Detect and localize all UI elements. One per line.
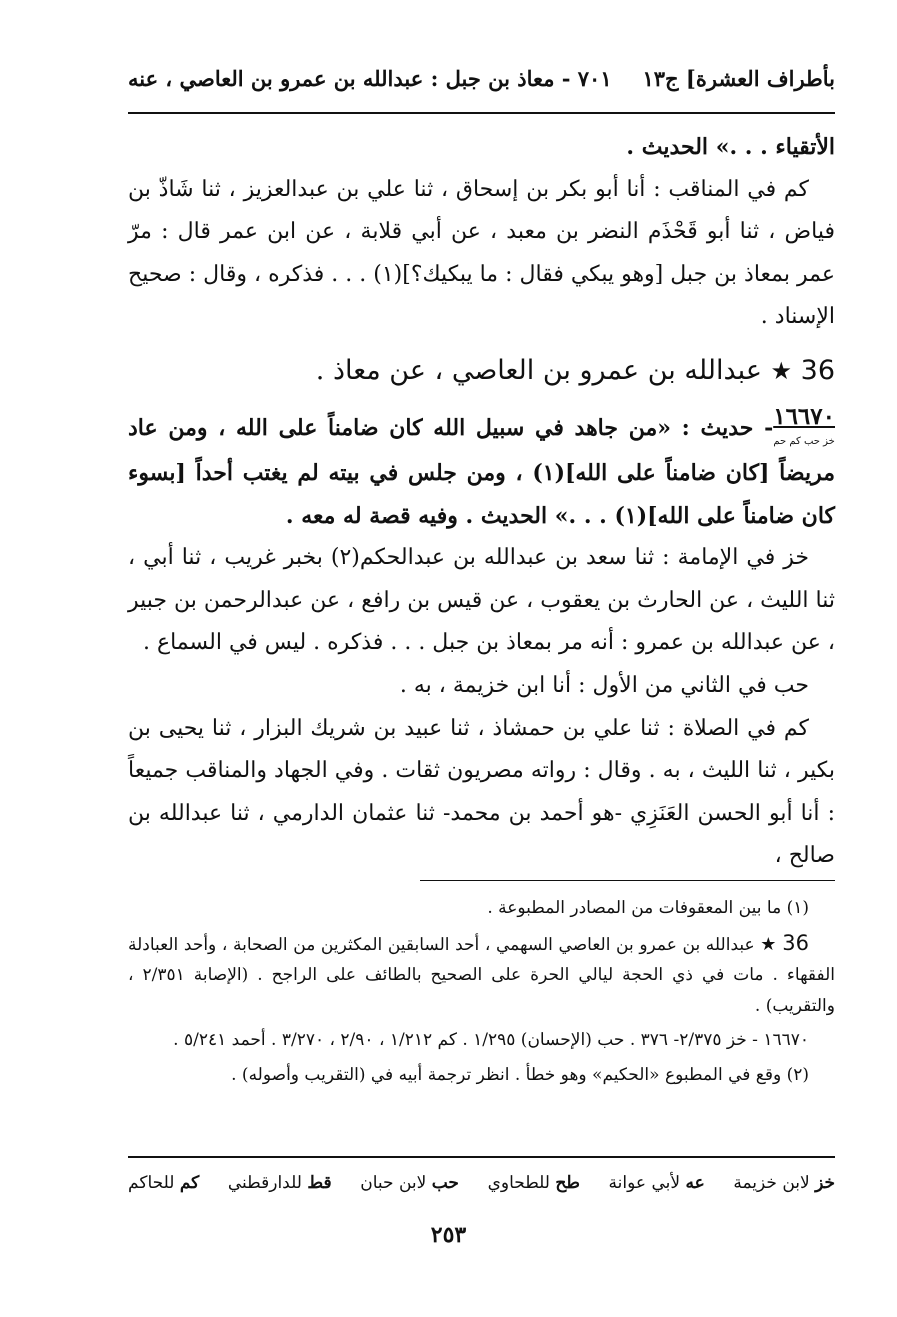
abbreviations-key [128, 1165, 835, 1201]
abbr-item: عه لأبي عوانة [608, 1173, 705, 1193]
hadith-text: - حديث : «من جاهد في سبيل الله كان ضامناً على الله ، ومن عاد مريضاً [كان ضامناً على الله](١) ، ومن جلس في بيته لم يغتب أحداً [بسوء كان ضامناً على الله](١) . . .» الحديث . وفيه قصة له معه . [128, 414, 835, 529]
abbr-item: طح للطحاوي [487, 1173, 580, 1193]
hadith-number: ١٦٦٧٠ [773, 402, 835, 430]
abbr-item: خز لابن خزيمة [733, 1173, 835, 1193]
abbr-item: قط للدارقطني [227, 1173, 332, 1193]
page-number: ٢٥٣ [430, 1222, 467, 1248]
star-icon: ★ [770, 356, 793, 385]
running-header [128, 58, 835, 98]
footnote: (٢) وقع في المطبوع «الحكيم» وهو خطأ . انظر ترجمة أبيه في (التقريب وأصوله) . [231, 1064, 809, 1085]
paragraph: كم في الصلاة : ثنا علي بن حمشاذ ، ثنا عبيد بن شريك البزار ، ثنا يحيى بن بكير ، ثنا الليث ، به . وقال : رواته مصريون ثقات . وفي الجهاد والمناقب جميعاً : أنا أبو الحسن العَنَزِي -هو أحمد بن محمد- ثنا عثمان الدارمي ، ثنا عبدالله بن صالح ، [128, 715, 835, 869]
header-rule [128, 112, 835, 114]
footnote-text: عبدالله بن عمرو بن العاصي السهمي ، أحد السابقين المكثرين من الصحابة ، وأحد العبادلة الفقهاء . مات في ذي الحجة ليالي الحرة على الصحيح بالطائف على الراجح . (الإصابة ٢/٣٥١ ، والتقريب) . [128, 934, 836, 1016]
footnote: ١٦٦٧٠ - خز ٢/٣٧٥- ٣٧٦ . حب (الإحسان) ١/٢٩٥ . كم ١/٢١٢ ، ٢/٩٠ ، ٣/٢٧٠ . أحمد ٥/٢٤١ . [173, 1030, 809, 1050]
abbreviations-rule [128, 1156, 835, 1158]
star-icon: ★ [760, 933, 777, 955]
abbr-item: كم للحاكم [128, 1173, 200, 1193]
entry-heading [128, 343, 835, 399]
header-chapter: ٧٠١ - معاذ بن جبل : عبدالله بن عمرو بن العاصي ، عنه [128, 65, 612, 91]
paragraph: كم في المناقب : أنا أبو بكر بن إسحاق ، ثنا علي بن عبدالعزيز ، ثنا شَاذّ بن فياض ، ثنا أبو قَحْذَم النضر بن معبد ، عن أبي قلابة ، عن ابن عمر قال : مرّ عمر بمعاذ بن جبل [وهو يبكي فقال : ما يبكيك؟](١) . . . فذكره ، وقال : صحيح الإسناد . [128, 176, 835, 330]
hadith-number-block [773, 402, 835, 452]
hadith-sources: خز حب كم حم [773, 435, 835, 447]
entry-title: عبدالله بن عمرو بن العاصي ، عن معاذ . [315, 354, 762, 386]
footnote-separator [420, 880, 835, 881]
footnote: (١) ما بين المعقوفات من المصادر المطبوعة . [487, 898, 809, 918]
footnote-entry-number: 36 [782, 930, 809, 955]
paragraph: حب في الثاني من الأول : أنا ابن خزيمة ، به . [399, 672, 809, 698]
abbr-item: حب لابن حبان [360, 1173, 459, 1193]
paragraph: خز في الإمامة : ثنا سعد بن عبدالله بن عبدالحكم(٢) بخبر غريب ، ثنا أبي ، ثنا الليث ، عن الحارث بن يعقوب ، عن قيس بن رافع ، عن عبدالرحمن بن جبير ، عن عبدالله بن عمرو : أنه مر بمعاذ بن جبل . . . فذكره . ليس في السماع . [128, 545, 835, 656]
entry-number: 36 [800, 354, 835, 386]
continuation-line: الأتقياء . . .» الحديث . [626, 134, 835, 160]
footnote [128, 928, 835, 1022]
main-text [128, 126, 835, 878]
hadith-paragraph [128, 402, 835, 537]
header-volume: بأطراف العشرة] ج١٣ [642, 65, 835, 91]
footnotes [128, 893, 835, 1094]
